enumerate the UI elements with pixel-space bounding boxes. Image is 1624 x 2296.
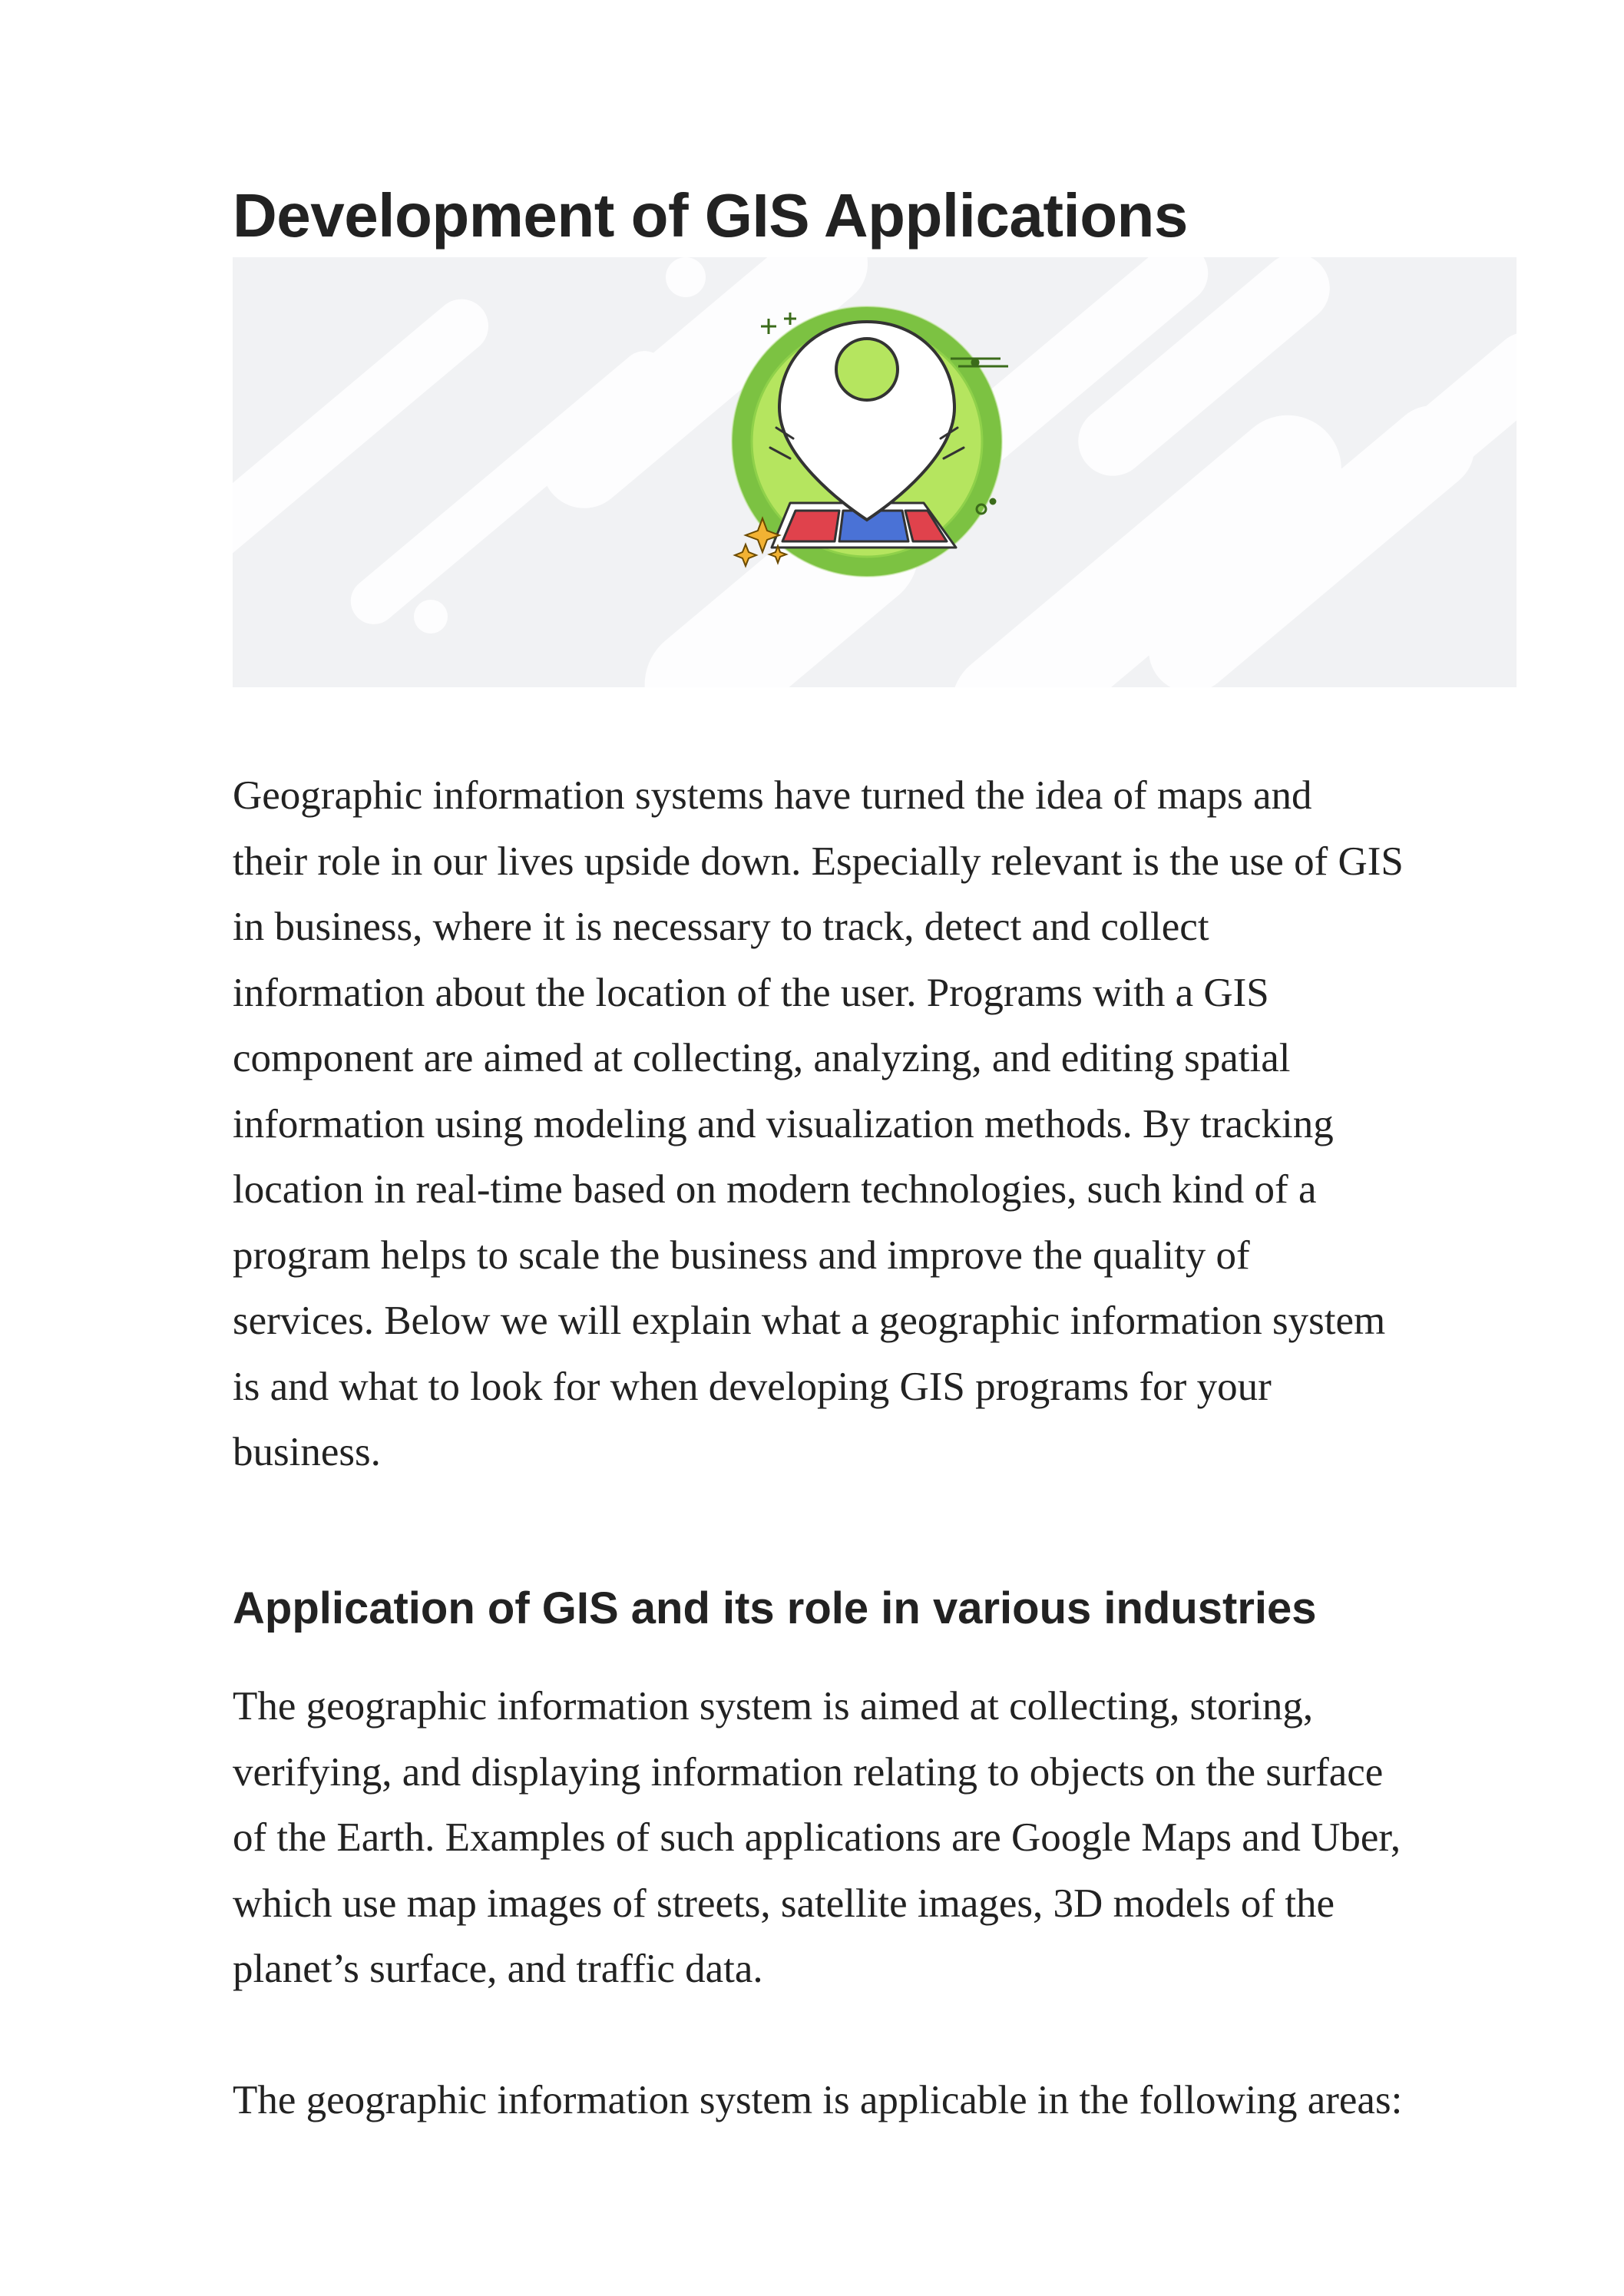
hero-illustration — [233, 257, 1517, 687]
intro-line: business. — [233, 1430, 381, 1474]
hero-banner — [233, 257, 1517, 687]
section-line: which use map images of streets, satellite images, 3D models of the — [233, 1881, 1335, 1926]
intro-line: their role in our lives upside down. Especially relevant is the use of GIS — [233, 839, 1404, 884]
intro-line: program helps to scale the business and improve the quality of — [233, 1232, 1250, 1278]
intro-line: location in real-time based on modern technologies, such kind of a — [233, 1167, 1317, 1212]
section-paragraph — [233, 1674, 1538, 2003]
areas-paragraph — [233, 2068, 1538, 2134]
section-line: The geographic information system is aimed at collecting, storing, — [233, 1684, 1314, 1729]
intro-line: in business, where it is necessary to track, detect and collect — [233, 905, 1209, 949]
intro-line: information about the location of the user. Programs with a GIS — [233, 970, 1269, 1015]
section-line: of the Earth. Examples of such applications are Google Maps and Uber, — [233, 1815, 1401, 1860]
intro-line: Geographic information systems have turned the idea of maps and — [233, 773, 1312, 818]
section-heading: Application of GIS and its role in various industries — [233, 1583, 1317, 1633]
intro-paragraph — [233, 763, 1538, 1486]
intro-line: is and what to look for when developing GIS programs for your — [233, 1364, 1272, 1409]
intro-line: component are aimed at collecting, analyzing, and editing spatial — [233, 1036, 1291, 1080]
page-title: Development of GIS Applications — [233, 181, 1188, 250]
areas-line: The geographic information system is applicable in the following areas: — [233, 2078, 1403, 2122]
intro-line: services. Below we will explain what a geographic information system — [233, 1299, 1386, 1343]
section-line: verifying, and displaying information relating to objects on the surface — [233, 1749, 1384, 1795]
intro-line: information using modeling and visualization methods. By tracking — [233, 1101, 1334, 1146]
section-line: planet’s surface, and traffic data. — [233, 1947, 763, 1991]
